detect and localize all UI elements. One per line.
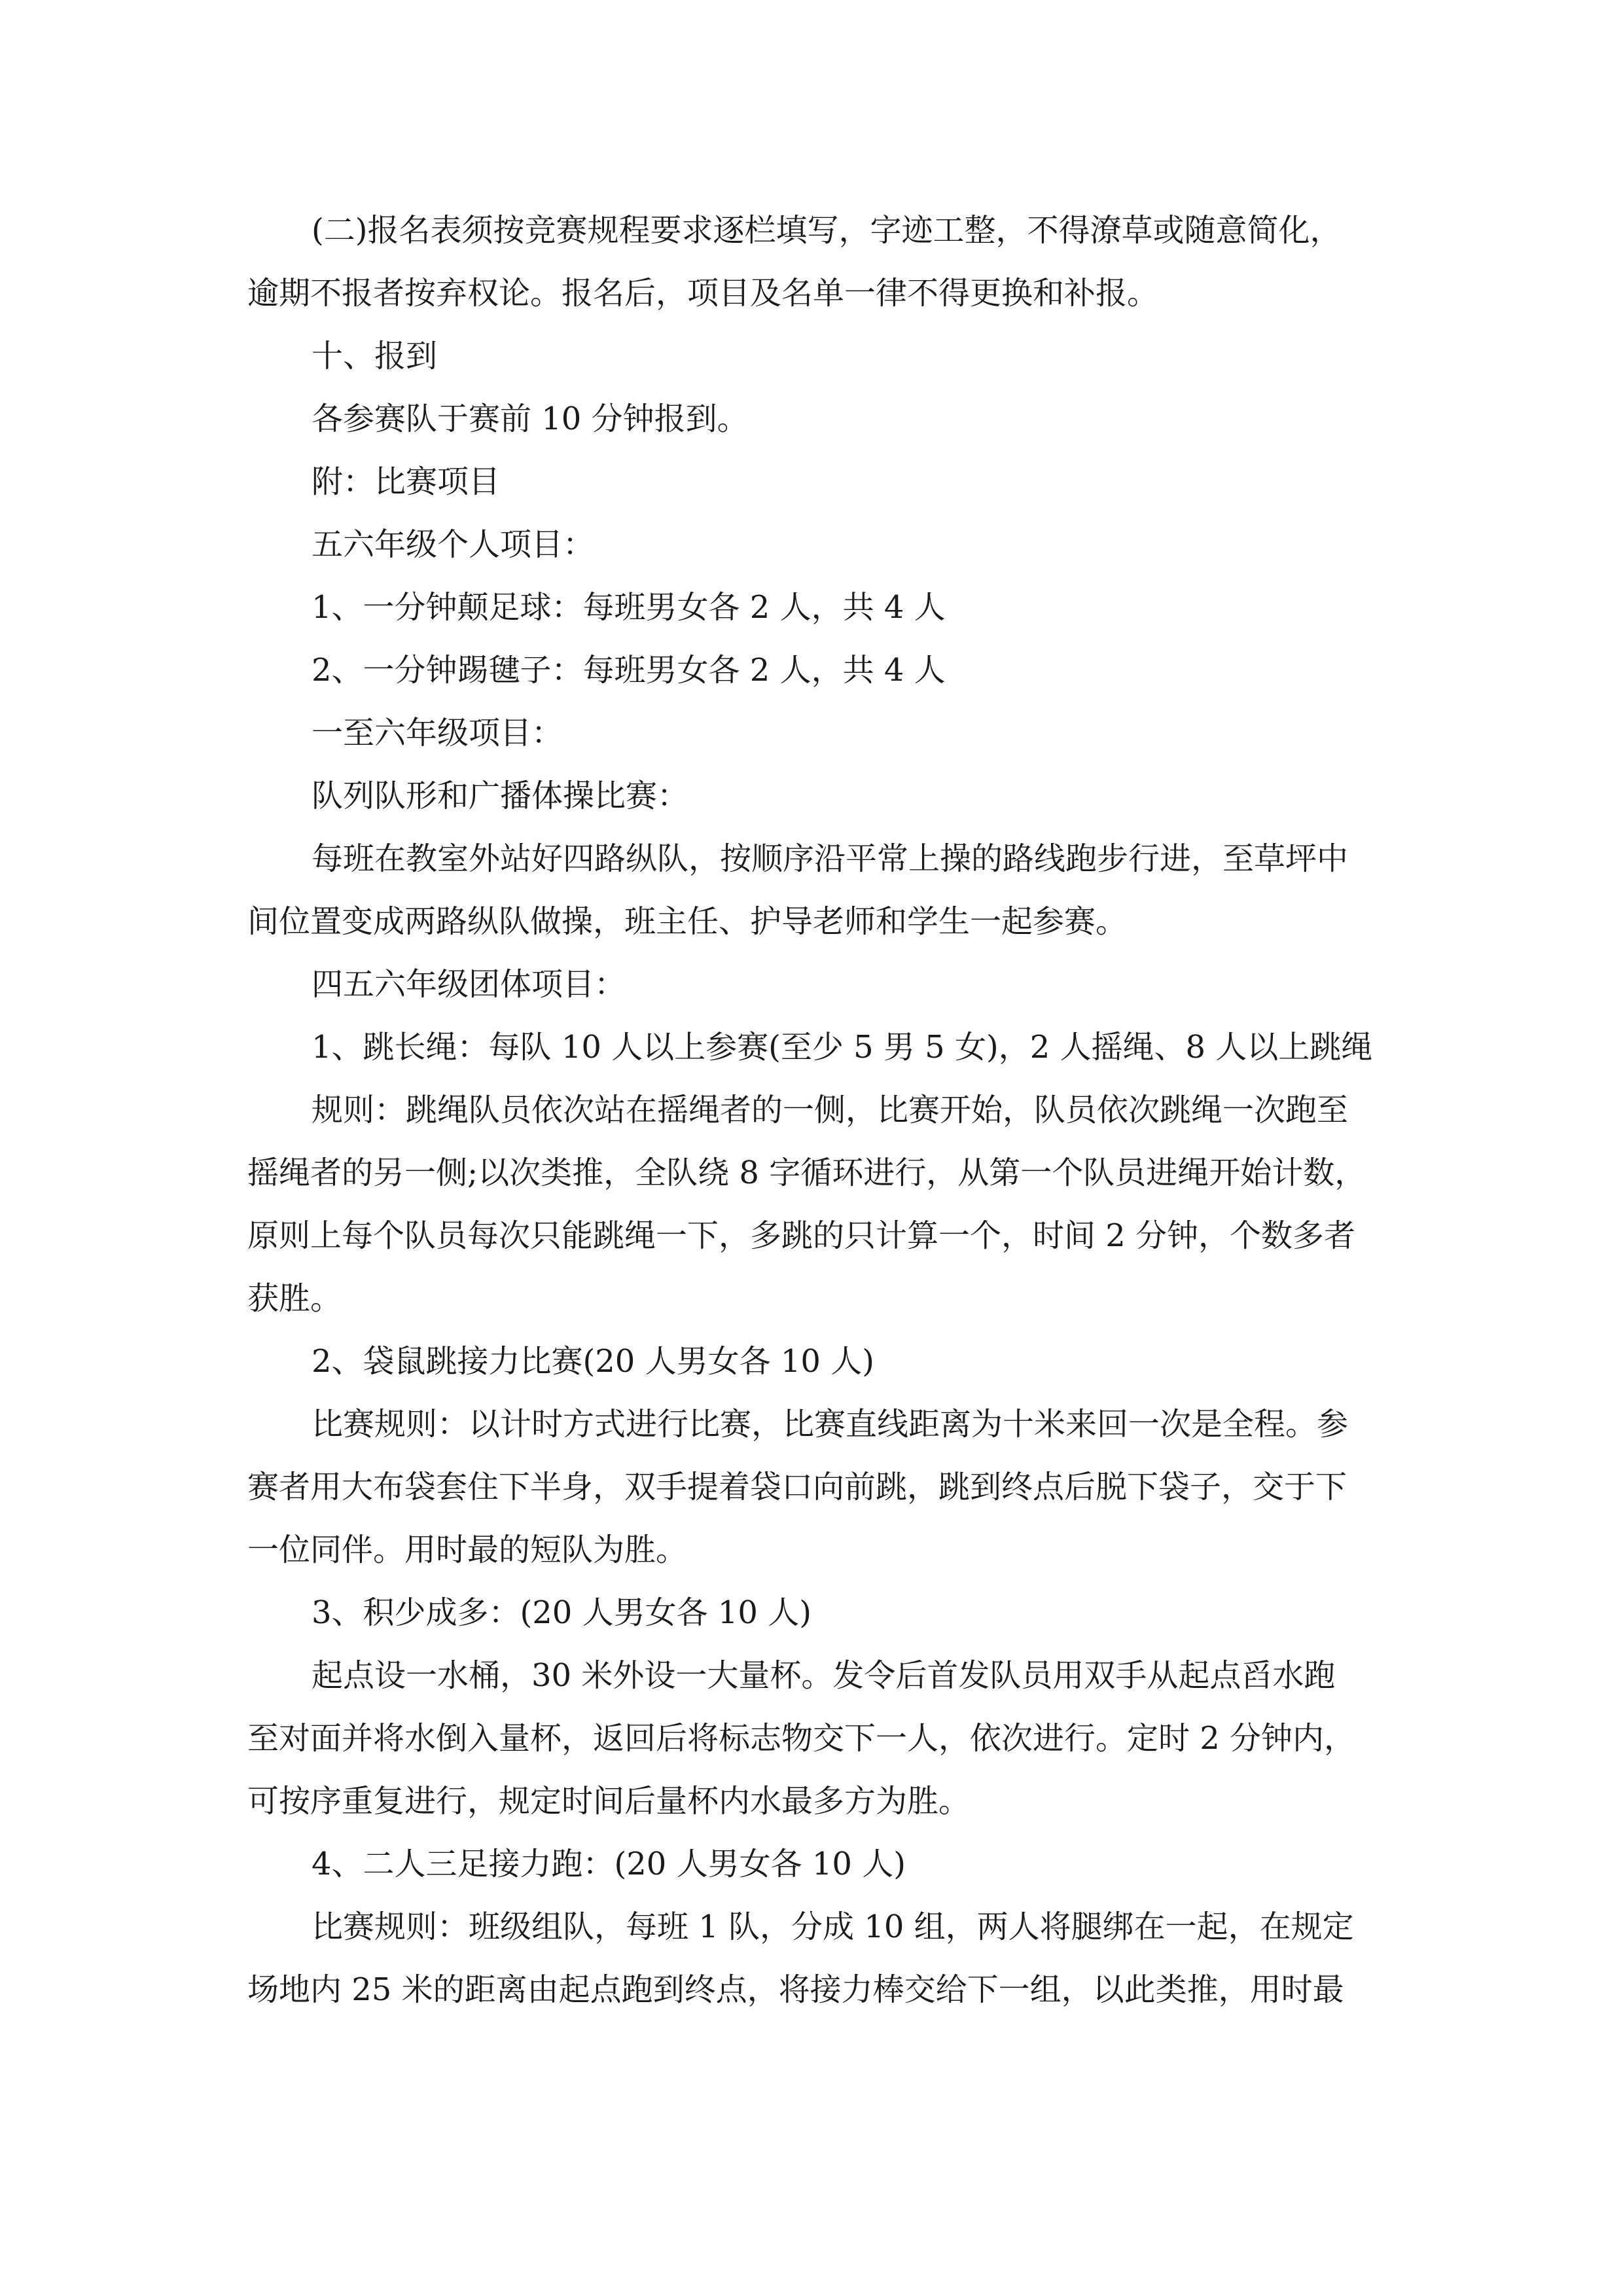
text-line: (二)报名表须按竞赛规程要求逐栏填写，字迹工整，不得潦草或随意简化， bbox=[312, 212, 1342, 249]
text-line: 赛者用大布袋套住下半身，双手提着袋口向前跳，跳到终点后脱下袋子，交于下 bbox=[247, 1469, 1347, 1505]
list-item: 4、二人三足接力跑：(20 人男女各 10 人) bbox=[312, 1846, 906, 1882]
subheading: 五六年级个人项目： bbox=[312, 526, 595, 563]
subheading: 队列队形和广播体操比赛： bbox=[312, 778, 689, 814]
text-line: 间位置变成两路纵队做操，班主任、护导老师和学生一起参赛。 bbox=[247, 903, 1128, 940]
text-line: 逾期不报者按弃权论。报名后，项目及名单一律不得更换和补报。 bbox=[247, 275, 1159, 312]
section-heading: 十、报到 bbox=[312, 338, 438, 374]
text-line: 比赛规则：班级组队，每班 1 队，分成 10 组，两人将腿绑在一起，在规定 bbox=[312, 1909, 1354, 1945]
list-item: 2、一分钟踢毽子：每班男女各 2 人，共 4 人 bbox=[312, 652, 946, 689]
text-line: 每班在教室外站好四路纵队，按顺序沿平常上操的路线跑步行进，至草坪中 bbox=[312, 840, 1349, 877]
text-line: 摇绳者的另一侧;以次类推，全队绕 8 字循环进行，从第一个队员进绳开始计数， bbox=[247, 1155, 1366, 1191]
subheading: 一至六年级项目： bbox=[312, 715, 563, 751]
list-item: 1、跳长绳：每队 10 人以上参赛(至少 5 男 5 女)，2 人摇绳、8 人以上跳绳 bbox=[312, 1029, 1373, 1066]
text-line: 各参赛队于赛前 10 分钟报到。 bbox=[312, 401, 749, 437]
list-item: 2、袋鼠跳接力比赛(20 人男女各 10 人) bbox=[312, 1343, 874, 1380]
list-item: 1、一分钟颠足球：每班男女各 2 人，共 4 人 bbox=[312, 589, 946, 626]
text-line: 至对面并将水倒入量杯，返回后将标志物交下一人，依次进行。定时 2 分钟内， bbox=[247, 1720, 1356, 1757]
text-line: 一位同伴。用时最的短队为胜。 bbox=[247, 1532, 688, 1568]
text-line: 获胜。 bbox=[247, 1280, 342, 1317]
text-line: 规则：跳绳队员依次站在摇绳者的一侧，比赛开始，队员依次跳绳一次跑至 bbox=[312, 1092, 1349, 1128]
text-line: 比赛规则：以计时方式进行比赛，比赛直线距离为十米来回一次是全程。参 bbox=[312, 1406, 1349, 1443]
text-line: 场地内 25 米的距离由起点跑到终点，将接力棒交给下一组，以此类推，用时最 bbox=[247, 1971, 1344, 2008]
subheading: 四五六年级团体项目： bbox=[312, 966, 626, 1003]
subheading: 附：比赛项目 bbox=[312, 463, 501, 500]
text-line: 起点设一水桶，30 米外设一大量杯。发令后首发队员用双手从起点舀水跑 bbox=[312, 1657, 1336, 1694]
list-item: 3、积少成多：(20 人男女各 10 人) bbox=[312, 1594, 812, 1631]
text-line: 原则上每个队员每次只能跳绳一下，多跳的只计算一个，时间 2 分钟，个数多者 bbox=[247, 1217, 1356, 1254]
text-line: 可按序重复进行，规定时间后量杯内水最多方为胜。 bbox=[247, 1783, 971, 1820]
